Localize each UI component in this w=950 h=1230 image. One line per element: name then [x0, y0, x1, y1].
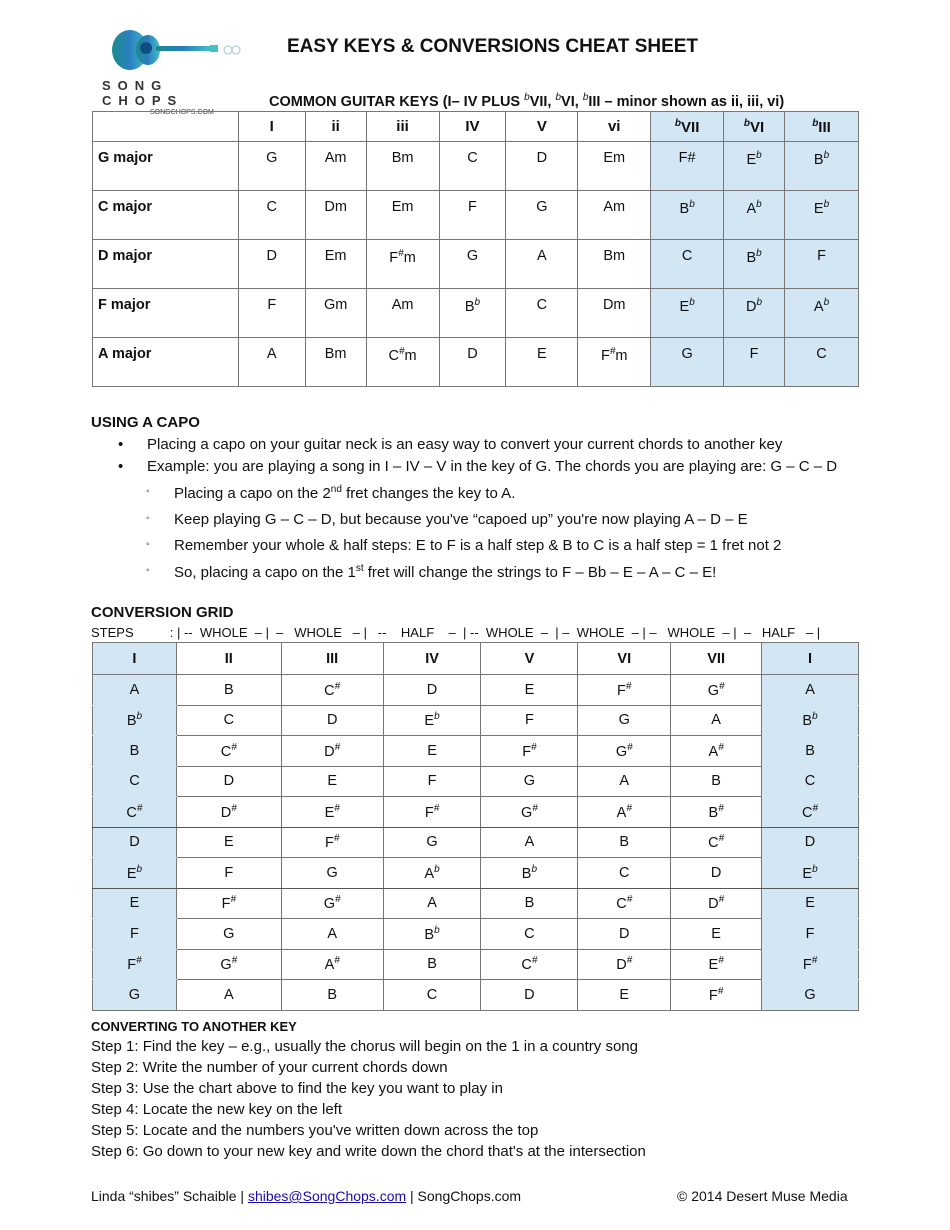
chord-cell: F#m — [578, 338, 651, 387]
accidental: # — [231, 955, 238, 967]
grid-header-cell: IV — [383, 643, 481, 675]
accidental: b — [434, 924, 440, 936]
convert-heading: CONVERTING TO ANOTHER KEY — [91, 1019, 297, 1034]
grid-row — [93, 736, 859, 767]
accidental: b — [136, 711, 143, 723]
key-name: F major — [93, 289, 239, 338]
accidental: # — [531, 955, 538, 967]
page-title: EASY KEYS & CONVERSIONS CHEAT SHEET — [287, 36, 699, 57]
chord-cell: C#m — [366, 338, 439, 387]
grid-heading: CONVERSION GRID — [91, 604, 234, 621]
accidental: b — [756, 297, 763, 308]
note-cell: F — [383, 766, 481, 797]
accidental: # — [626, 802, 632, 814]
chord-cell: Am — [305, 142, 366, 191]
convert-step: Step 2: Write the number of your current chords down — [91, 1059, 448, 1076]
note-cell: C — [93, 766, 177, 797]
accidental: b — [136, 863, 143, 875]
note-cell: A# — [671, 736, 762, 767]
accidental: # — [334, 955, 340, 967]
accidental: # — [398, 248, 404, 259]
accidental: # — [136, 955, 142, 967]
note-cell: E — [281, 766, 383, 797]
note-cell: C — [578, 858, 671, 889]
keys-header-cell: iii — [366, 112, 439, 142]
note-cell: F# — [281, 827, 383, 858]
accidental: b — [756, 199, 762, 210]
keys-header-cell: ii — [305, 112, 366, 142]
note-cell: $E^b$ — [762, 858, 859, 889]
keys-header-cell: $^b$VII — [651, 112, 724, 142]
chord-cell: Gm — [305, 289, 366, 338]
chord-cell: A — [506, 240, 578, 289]
note-cell: B — [762, 736, 859, 767]
note-cell: $B^b$ — [762, 705, 859, 736]
note-cell: F# — [578, 675, 671, 706]
chord-cell: Bm — [578, 240, 651, 289]
grid-row — [93, 858, 859, 889]
footer-author: Linda “shibes” Schaible | — [91, 1188, 248, 1204]
footer-site: | SongChops.com — [406, 1188, 522, 1204]
note-cell: D — [93, 827, 177, 858]
accidental: # — [718, 741, 724, 753]
note-cell: B# — [671, 797, 762, 828]
note-cell: B — [481, 888, 578, 919]
steps-row: STEPS : | -- WHOLE – | – WHOLE – | -- HALF – | -- WHOLE – | – WHOLE – | – WHOLE – | – HALF – | — [91, 625, 821, 640]
note-cell: C — [176, 705, 281, 736]
note-cell: G# — [671, 675, 762, 706]
chord-cell: Bm — [305, 338, 366, 387]
note-cell: C# — [93, 797, 177, 828]
grid-row — [93, 980, 859, 1011]
chord-cell: $E^b$ — [651, 289, 724, 338]
grid-row — [93, 797, 859, 828]
grid-header-cell: I — [93, 643, 177, 675]
grid-row — [93, 766, 859, 797]
key-name: A major — [93, 338, 239, 387]
chord-cell: $E^b$ — [724, 142, 785, 191]
grid-header-cell: VI — [578, 643, 671, 675]
keys-header-cell: V — [506, 112, 578, 142]
note-cell: A — [176, 980, 281, 1011]
accidental: # — [718, 802, 724, 814]
note-cell: A — [578, 766, 671, 797]
chord-cell: C — [785, 338, 859, 387]
keys-row — [93, 289, 859, 338]
note-cell: D# — [578, 949, 671, 980]
keys-row — [93, 240, 859, 289]
note-cell: F — [176, 858, 281, 889]
note-cell: A — [671, 705, 762, 736]
accidental: # — [433, 802, 440, 814]
conversion-grid — [92, 642, 859, 1011]
accidental: # — [136, 802, 143, 814]
chord-cell: $A^b$ — [785, 289, 859, 338]
accidental: # — [335, 894, 341, 906]
note-cell: D# — [671, 888, 762, 919]
note-cell: F# — [481, 736, 578, 767]
note-cell: E — [762, 888, 859, 919]
chord-cell: $B^b$ — [785, 142, 859, 191]
accidental: # — [811, 955, 818, 967]
convert-step: Step 6: Go down to your new key and write down the chord that's at the intersection — [91, 1143, 646, 1160]
chord-cell: D — [506, 142, 578, 191]
note-cell: E — [578, 980, 671, 1011]
note-cell: C — [762, 766, 859, 797]
chord-cell: $B^b$ — [439, 289, 506, 338]
note-cell: F — [93, 919, 177, 950]
note-cell: G — [481, 766, 578, 797]
chord-cell: G — [439, 240, 506, 289]
note-cell: C# — [762, 797, 859, 828]
note-cell: E — [383, 736, 481, 767]
grid-row — [93, 919, 859, 950]
note-cell: D — [383, 675, 481, 706]
note-cell: F# — [93, 949, 177, 980]
songchops-logo — [100, 24, 252, 116]
footer — [91, 1188, 521, 1204]
note-cell: $B^b$ — [93, 705, 177, 736]
convert-step: Step 5: Locate and the numbers you've written down across the top — [91, 1122, 539, 1139]
note-cell: D — [281, 705, 383, 736]
grid-row — [93, 705, 859, 736]
chord-cell: Dm — [578, 289, 651, 338]
note-cell: E — [481, 675, 578, 706]
accidental: # — [812, 802, 819, 814]
accidental: b — [756, 248, 762, 259]
accidental: # — [718, 894, 725, 906]
chord-cell: D — [439, 338, 506, 387]
chord-cell: C — [651, 240, 724, 289]
keys-header-cell: $^b$III — [785, 112, 859, 142]
note-cell: D — [176, 766, 281, 797]
note-cell: G# — [176, 949, 281, 980]
accidental: # — [231, 802, 237, 814]
note-cell: F — [762, 919, 859, 950]
note-cell: G — [578, 705, 671, 736]
note-cell: B — [383, 949, 481, 980]
note-cell: E# — [671, 949, 762, 980]
accidental: # — [230, 894, 237, 906]
email-link[interactable]: shibes@SongChops.com — [247, 1188, 407, 1204]
accidental: b — [812, 863, 818, 875]
copyright: © 2014 Desert Muse Media — [677, 1188, 848, 1204]
grid-row — [93, 827, 859, 858]
note-cell: C — [383, 980, 481, 1011]
note-cell: C# — [481, 949, 578, 980]
note-cell: D — [762, 827, 859, 858]
note-cell: A — [762, 675, 859, 706]
accidental: b — [474, 297, 481, 308]
grid-row — [93, 675, 859, 706]
chord-cell: C — [506, 289, 578, 338]
grid-header-cell: II — [176, 643, 281, 675]
accidental: b — [689, 199, 695, 210]
grid-header-cell: I — [762, 643, 859, 675]
chord-cell: F# — [651, 142, 724, 191]
note-cell: G — [176, 919, 281, 950]
accidental: b — [434, 863, 440, 875]
grid-row — [93, 888, 859, 919]
chord-cell: D — [238, 240, 305, 289]
accidental: # — [718, 833, 725, 845]
accidental: # — [627, 741, 633, 753]
accidental: # — [334, 680, 341, 692]
chord-cell: $B^b$ — [724, 240, 785, 289]
chord-cell: F — [785, 240, 859, 289]
note-cell: F# — [762, 949, 859, 980]
accidental: # — [231, 741, 237, 753]
chord-cell: F#m — [366, 240, 439, 289]
accidental: # — [334, 741, 341, 753]
accidental: b — [812, 711, 818, 723]
note-cell: F — [481, 705, 578, 736]
chord-cell: Em — [366, 191, 439, 240]
logo-url: SONGCHOPS.COM — [150, 109, 214, 116]
note-cell: C# — [176, 736, 281, 767]
grid-header-cell: III — [281, 643, 383, 675]
accidental: # — [626, 955, 633, 967]
chord-cell: Em — [578, 142, 651, 191]
chord-cell: $B^b$ — [651, 191, 724, 240]
note-cell: D — [578, 919, 671, 950]
note-cell: G# — [481, 797, 578, 828]
note-cell: $A^b$ — [383, 858, 481, 889]
accidental: b — [823, 150, 830, 161]
note-cell: B — [176, 675, 281, 706]
convert-step: Step 4: Locate the new key on the left — [91, 1101, 343, 1118]
chord-cell: C — [439, 142, 506, 191]
accidental: b — [689, 297, 695, 308]
note-cell: B — [281, 980, 383, 1011]
accidental: # — [625, 680, 632, 692]
keys-header-cell: $^b$VI — [724, 112, 785, 142]
convert-step: Step 3: Use the chart above to find the key you want to play in — [91, 1080, 503, 1097]
note-cell: $B^b$ — [383, 919, 481, 950]
keys-row — [93, 191, 859, 240]
note-cell: G — [281, 858, 383, 889]
accidental: # — [626, 894, 633, 906]
accidental: # — [718, 955, 724, 967]
note-cell: D# — [281, 736, 383, 767]
note-cell: E — [176, 827, 281, 858]
chord-cell: $A^b$ — [724, 191, 785, 240]
grid-header-cell: V — [481, 643, 578, 675]
accidental: b — [823, 297, 830, 308]
chord-cell: Em — [305, 240, 366, 289]
grid-header-cell: VII — [671, 643, 762, 675]
capo-heading: USING A CAPO — [91, 414, 200, 431]
note-cell: A — [281, 919, 383, 950]
accidental: b — [434, 711, 440, 723]
chord-cell: Am — [578, 191, 651, 240]
note-cell: G — [93, 980, 177, 1011]
accidental: # — [333, 833, 340, 845]
note-cell: E — [93, 888, 177, 919]
note-cell: E — [671, 919, 762, 950]
accidental: # — [532, 802, 538, 814]
note-cell: G — [762, 980, 859, 1011]
note-cell: B — [578, 827, 671, 858]
keys-header-cell: I — [238, 112, 305, 142]
keys-row — [93, 338, 859, 387]
note-cell: $B^b$ — [481, 858, 578, 889]
note-cell: A# — [281, 949, 383, 980]
note-cell: A — [383, 888, 481, 919]
note-cell: C# — [578, 888, 671, 919]
note-cell: D — [481, 980, 578, 1011]
note-cell: G — [383, 827, 481, 858]
chord-cell: Dm — [305, 191, 366, 240]
note-cell: D — [671, 858, 762, 889]
note-cell: F# — [671, 980, 762, 1011]
chord-cell: A — [238, 338, 305, 387]
note-cell: F# — [176, 888, 281, 919]
keys-header-cell: IV — [439, 112, 506, 142]
key-name: G major — [93, 142, 239, 191]
convert-step: Step 1: Find the key – e.g., usually the chorus will begin on the 1 in a country song — [91, 1038, 638, 1055]
key-name: C major — [93, 191, 239, 240]
key-name: D major — [93, 240, 239, 289]
chord-cell: F — [724, 338, 785, 387]
note-cell: B — [671, 766, 762, 797]
note-cell: F# — [383, 797, 481, 828]
keys-header-cell: vi — [578, 112, 651, 142]
chord-cell: F — [238, 289, 305, 338]
chord-cell: $D^b$ — [724, 289, 785, 338]
note-cell: E# — [281, 797, 383, 828]
note-cell: G# — [281, 888, 383, 919]
note-cell: $E^b$ — [383, 705, 481, 736]
note-cell: D# — [176, 797, 281, 828]
chord-cell: G — [506, 191, 578, 240]
note-cell: C — [481, 919, 578, 950]
note-cell: A — [481, 827, 578, 858]
accidental: b — [823, 199, 830, 210]
accidental: # — [531, 741, 537, 753]
chord-cell: $E^b$ — [785, 191, 859, 240]
chord-cell: Am — [366, 289, 439, 338]
note-cell: A# — [578, 797, 671, 828]
note-cell: C# — [671, 827, 762, 858]
chord-cell: Bm — [366, 142, 439, 191]
note-cell: B — [93, 736, 177, 767]
chord-cell: E — [506, 338, 578, 387]
keys-table — [92, 111, 859, 387]
accidental: # — [609, 346, 616, 357]
accidental: b — [756, 150, 762, 161]
chord-cell: C — [238, 191, 305, 240]
chord-cell: F — [439, 191, 506, 240]
accidental: # — [719, 680, 725, 692]
note-cell: $E^b$ — [93, 858, 177, 889]
keys-row — [93, 142, 859, 191]
grid-row — [93, 949, 859, 980]
logo-brand: SONG CHOPS — [102, 78, 184, 108]
accidental: # — [398, 346, 405, 357]
accidental: # — [334, 802, 340, 814]
accidental: b — [531, 863, 538, 875]
chord-cell: G — [651, 338, 724, 387]
guitar-logo-icon — [100, 24, 250, 76]
note-cell: A — [93, 675, 177, 706]
keys-header-cell — [93, 112, 239, 142]
keys-heading: COMMON GUITAR KEYS (I– IV PLUS $^b$VII, $^b$VI, $^b$III – minor shown as ii, iii, vi) — [269, 92, 785, 110]
chord-cell: G — [238, 142, 305, 191]
accidental: # — [717, 985, 724, 997]
note-cell: G# — [578, 736, 671, 767]
note-cell: C# — [281, 675, 383, 706]
